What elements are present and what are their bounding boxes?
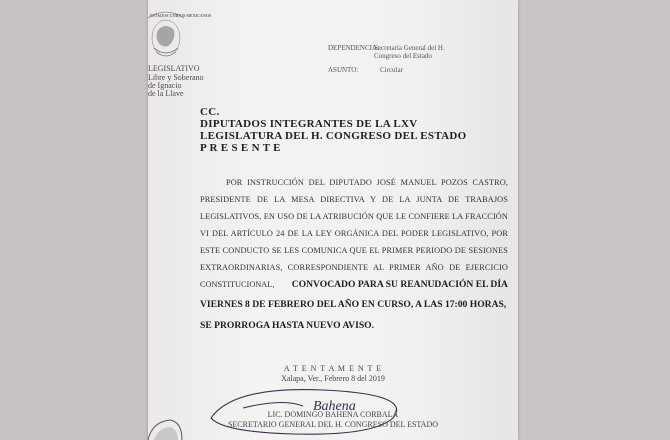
body-line-9: SE PRORROGA HASTA NUEVO AVISO.: [200, 320, 375, 331]
body-line-2: PRESIDENTE DE LA MESA DIRECTIVA Y DE LA JUNTA DE TRABAJOS: [200, 195, 508, 204]
document-page: [148, 0, 518, 440]
letterhead-line-2: Libre y Soberano: [148, 73, 204, 82]
body-line-6: EXTRAORDINARIAS, CORRESPONDIENTE AL PRIMER AÑO DE EJERCICIO: [200, 263, 508, 272]
signer-title: SECRETARIO GENERAL DEL H. CONGRESO DEL ESTADO: [227, 420, 439, 429]
dependencia-value-2: Congreso del Estado: [374, 52, 432, 60]
addressee-line-2: LEGISLATURA DEL H. CONGRESO DEL ESTADO: [200, 130, 467, 142]
body-line-7-bold: CONVOCADO PARA SU REANUDACIÓN EL DÍA: [291, 279, 508, 290]
background-right: [518, 0, 670, 440]
asunto-label: ASUNTO:: [328, 66, 359, 74]
background-left: [0, 0, 150, 440]
letterhead-line-4: de la Llave: [148, 89, 184, 98]
addressee-cc: CC.: [200, 106, 220, 118]
dependencia-label: DEPENDENCIA:: [328, 44, 379, 52]
body-line-4: VI DEL ARTÍCULO 24 DE LA LEY ORGÁNICA DEL PODER LEGISLATIVO, POR: [200, 229, 508, 238]
body-line-3: LEGISLATIVOS, EN USO DE LA ATRIBUCIÓN QUE LE CONFIERE LA FRACCIÓN: [200, 212, 508, 221]
letterhead-line-1: LEGISLATIVO: [148, 64, 200, 73]
body-line-1: POR INSTRUCCIÓN DEL DIPUTADO JOSÉ MANUEL POZOS CASTRO,: [226, 178, 508, 187]
seal-caption: ESTADOS UNIDOS MEXICANOS: [150, 13, 212, 18]
addressee-line-1: DIPUTADOS INTEGRANTES DE LA LXV: [200, 118, 418, 130]
signer-name: LIC. DOMINGO BAHENA CORBALÁ: [267, 410, 399, 419]
asunto-value: Circular: [380, 66, 403, 74]
coat-of-arms-seal: [148, 8, 212, 60]
body-line-7-normal: CONSTITUCIONAL,: [200, 280, 275, 289]
atentamente: A T E N T A M E N T E: [283, 364, 383, 373]
official-stamp: [148, 418, 182, 440]
place-date: Xalapa, Ver., Febrero 8 del 2019: [281, 374, 385, 383]
addressee-line-3: P R E S E N T E: [200, 142, 281, 154]
body-line-7: [200, 280, 508, 289]
signature-script: Bahena: [313, 399, 356, 414]
body-line-5: ESTE CONDUCTO SE LES COMUNICA QUE EL PRIMER PERIODO DE SESIONES: [200, 246, 508, 255]
letterhead-line-3: de Ignacio: [148, 81, 182, 90]
signature: [203, 378, 463, 440]
dependencia-value-1: Secretaría General del H.: [374, 44, 445, 52]
body-line-8: VIERNES 8 DE FEBRERO DEL AÑO EN CURSO, A LAS 17:00 HORAS,: [200, 299, 507, 310]
